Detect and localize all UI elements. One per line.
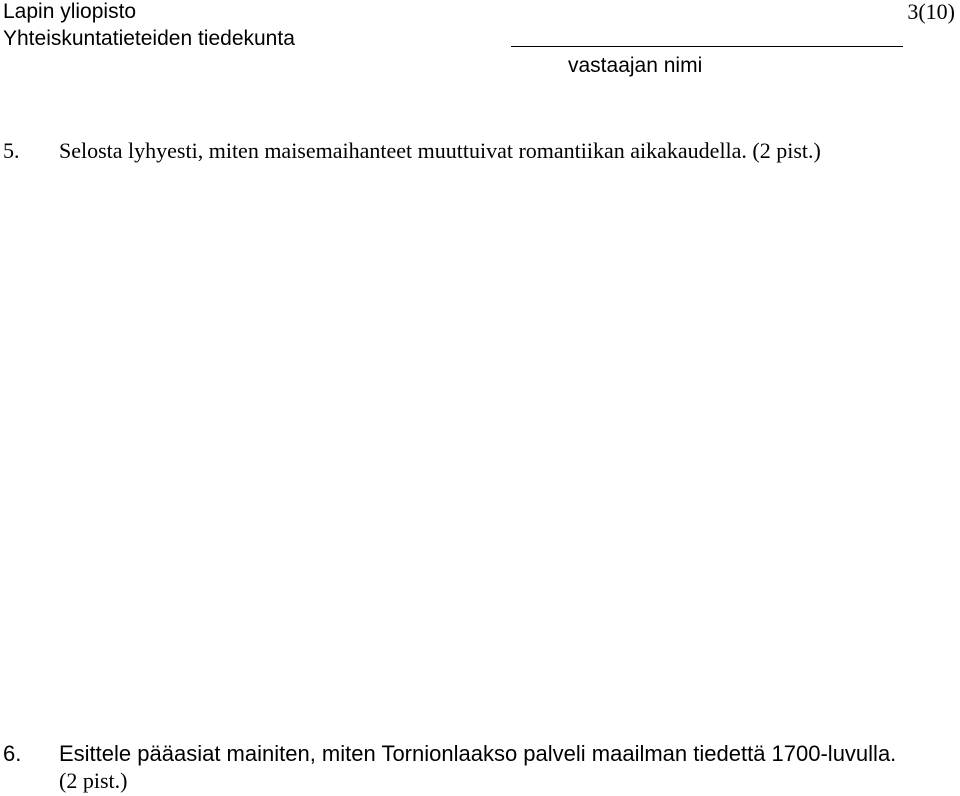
university-name: Lapin yliopisto xyxy=(3,0,137,23)
faculty-name: Yhteiskuntatieteiden tiedekunta xyxy=(3,27,295,50)
respondent-name-label: vastaajan nimi xyxy=(568,54,703,77)
page-number: 3(10) xyxy=(907,0,955,24)
question-text: Selosta lyhyesti, miten maisemaihanteet muuttuivat romantiikan aikakaudella. (2 pist.) xyxy=(59,138,821,163)
question-number: 5. xyxy=(3,138,20,163)
respondent-name-line xyxy=(511,46,903,47)
question-number: 6. xyxy=(3,741,22,766)
question-points: (2 pist.) xyxy=(59,768,128,793)
question-text: Esittele pääasiat mainiten, miten Tornionlaakso palveli maailman tiedettä 1700-luvulla. xyxy=(59,741,897,766)
